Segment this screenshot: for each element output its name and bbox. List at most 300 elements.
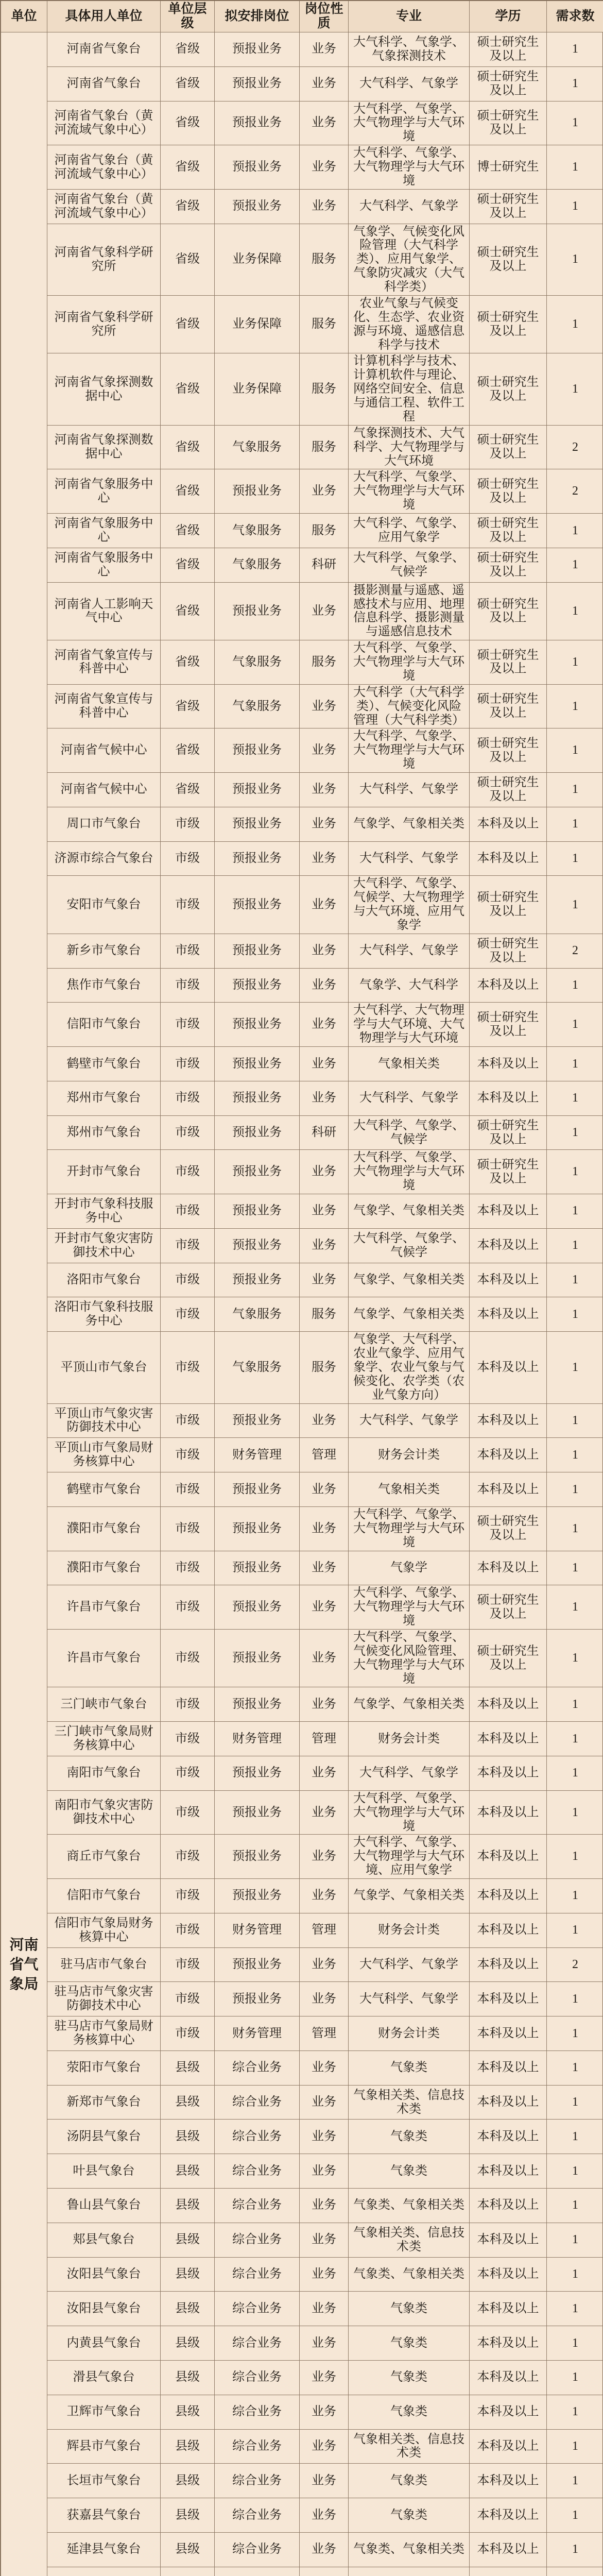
cell-unit: 济源市综合气象台 [47,841,161,876]
cell-nature: 业务 [300,728,349,773]
cell-major: 大气科学、气象学、大气物理学与大气环境 [349,640,470,685]
cell-count: 1 [547,876,603,934]
cell-education: 本科及以上 [470,2257,547,2292]
cell-major: 大气科学、气象学、气候学 [349,1228,470,1263]
cell-unit: 平顶山市气象灾害防御技术中心 [47,1403,161,1438]
cell-level: 县级 [161,2360,215,2395]
cell-level: 市级 [161,2016,215,2051]
cell-count: 1 [547,1472,603,1507]
cell-level: 市级 [161,1472,215,1507]
table-row [1,582,603,640]
cell-unit: 驻马店市气象灾害防御技术中心 [47,1982,161,2016]
cell-unit: 河南省气象探测数据中心 [47,425,161,469]
cell-count: 1 [547,2395,603,2429]
cell-education: 硕士研究生及以上 [470,66,547,101]
cell-count: 1 [547,1879,603,1913]
cell-count: 1 [547,1756,603,1790]
cell-count: 1 [547,1003,603,1047]
table-row [1,2223,603,2257]
cell-unit: 河南省气候中心 [47,773,161,807]
cell-position: 气象服务 [215,640,300,685]
table-row [1,1438,603,1472]
cell-unit: 新乡市气象台 [47,934,161,968]
table-row [1,1687,603,1722]
cell-position: 财务管理 [215,2016,300,2051]
cell-position: 预报业务 [215,1115,300,1150]
table-row [1,353,603,425]
table-row [1,1115,603,1150]
cell-level: 省级 [161,66,215,101]
cell-major: 气象学、气候变化风险管理（大气科学类）、应用气象学、气象防灾减灾（大气科学类） [349,224,470,295]
cell-position: 预报业务 [215,582,300,640]
cell-major: 气象类 [349,2498,470,2533]
cell-position: 预报业务 [215,1081,300,1115]
cell-education: 硕士研究生及以上 [470,425,547,469]
table-row [1,548,603,582]
cell-level: 市级 [161,1438,215,1472]
cell-nature: 业务 [300,1982,349,2016]
cell-level: 市级 [161,1629,215,1687]
cell-major [349,2567,470,2576]
table-row [1,1263,603,1297]
table-row [1,684,603,728]
cell-count: 1 [547,2326,603,2361]
cell-count: 1 [547,514,603,548]
cell-major: 大气科学、气象学、大气物理学与大气环境 [349,1506,470,1551]
table-row [1,66,603,101]
cell-nature: 业务 [300,1756,349,1790]
cell-education: 硕士研究生及以上 [470,1629,547,1687]
cell-level: 省级 [161,224,215,295]
cell-major: 大气科学、气象学、应用气象学 [349,514,470,548]
cell-nature: 业务 [300,145,349,190]
table-row [1,224,603,295]
cell-position: 综合业务 [215,2326,300,2361]
cell-nature: 服务 [300,353,349,425]
cell-count: 1 [547,1687,603,1722]
cell-unit: 叶县气象台 [47,2154,161,2189]
cell-position: 气象服务 [215,1332,300,1403]
cell-position: 预报业务 [215,469,300,514]
cell-position: 综合业务 [215,2050,300,2085]
table-row [1,807,603,841]
cell-position: 业务保障 [215,295,300,353]
cell-major: 气象学、气象相关类 [349,807,470,841]
table-row [1,2085,603,2120]
cell-unit: 许昌市气象台 [47,1585,161,1630]
cell-nature: 业务 [300,1003,349,1047]
table-row [1,2567,603,2576]
cell-level: 县级 [161,2050,215,2085]
table-row [1,1585,603,1630]
cell-level: 市级 [161,934,215,968]
header-major: 专业 [349,1,470,32]
cell-unit: 延津县气象台 [47,2532,161,2567]
cell-position: 预报业务 [215,1585,300,1630]
cell-nature: 业务 [300,1228,349,1263]
cell-count: 2 [547,1947,603,1982]
cell-education: 硕士研究生及以上 [470,548,547,582]
cell-nature: 业务 [300,1263,349,1297]
table-row [1,1472,603,1507]
cell-count: 1 [547,2154,603,2189]
table-row [1,2326,603,2361]
cell-position: 预报业务 [215,807,300,841]
cell-education: 本科及以上 [470,1835,547,1879]
table-body [1,32,603,2576]
cell-nature: 业务 [300,1629,349,1687]
cell-education: 本科及以上 [470,2085,547,2120]
cell-count: 1 [547,101,603,145]
cell-education: 本科及以上 [470,1790,547,1835]
cell-education: 本科及以上 [470,1687,547,1722]
cell-count: 1 [547,295,603,353]
table-row [1,1790,603,1835]
cell-level: 省级 [161,145,215,190]
cell-count: 1 [547,1722,603,1756]
table-row [1,876,603,934]
table-row [1,2050,603,2085]
cell-education: 硕士研究生及以上 [470,295,547,353]
cell-nature: 业务 [300,2189,349,2223]
cell-level: 市级 [161,1506,215,1551]
header-nature: 岗位性质 [300,1,349,32]
cell-unit: 获嘉县气象台 [47,2498,161,2533]
cell-level: 市级 [161,1228,215,1263]
cell-count: 2 [547,934,603,968]
cell-education: 硕士研究生及以上 [470,582,547,640]
cell-unit: 河南省气象台（黄河流域气象中心） [47,101,161,145]
cell-count [547,2567,603,2576]
cell-major: 气象相关类、信息技术类 [349,2429,470,2464]
cell-count: 1 [547,2292,603,2326]
cell-level: 省级 [161,548,215,582]
cell-nature: 业务 [300,2326,349,2361]
cell-nature: 业务 [300,807,349,841]
cell-major: 大气科学、气象学 [349,1947,470,1982]
cell-level: 市级 [161,1003,215,1047]
table-row [1,841,603,876]
cell-major: 大气科学、气象学、大气物理学与大气环境 [349,145,470,190]
cell-unit: 开封市气象科技服务中心 [47,1194,161,1229]
cell-level [161,2567,215,2576]
cell-nature: 科研 [300,1115,349,1150]
cell-unit: 河南省气象服务中心 [47,514,161,548]
cell-education: 本科及以上 [470,2464,547,2498]
cell-level: 市级 [161,1947,215,1982]
cell-major: 气象类 [349,2326,470,2361]
cell-position: 预报业务 [215,1982,300,2016]
cell-level: 市级 [161,1756,215,1790]
cell-education: 本科及以上 [470,1982,547,2016]
cell-level: 省级 [161,101,215,145]
cell-level: 县级 [161,2154,215,2189]
cell-count: 1 [547,968,603,1003]
cell-count: 1 [547,2189,603,2223]
cell-level: 市级 [161,1081,215,1115]
table-row [1,640,603,685]
cell-major: 大气科学、气象学、气候变化风险管理、大气物理学与大气环境 [349,1629,470,1687]
cell-unit: 滑县气象台 [47,2360,161,2395]
cell-nature: 业务 [300,66,349,101]
cell-position: 预报业务 [215,1472,300,1507]
cell-major: 计算机科学与技术、计算机软件与理论、网络空间安全、信息与通信工程、软件工程 [349,353,470,425]
table-row [1,1194,603,1229]
cell-count: 1 [547,224,603,295]
cell-count: 1 [547,2498,603,2533]
cell-level: 市级 [161,1297,215,1332]
cell-nature: 业务 [300,1835,349,1879]
cell-position: 综合业务 [215,2085,300,2120]
cell-major: 财务会计类 [349,1722,470,1756]
cell-level: 市级 [161,1150,215,1194]
cell-level: 市级 [161,807,215,841]
cell-count: 1 [547,2085,603,2120]
cell-position: 预报业务 [215,876,300,934]
cell-education: 本科及以上 [470,841,547,876]
cell-education: 硕士研究生及以上 [470,1585,547,1630]
table-row [1,514,603,548]
cell-nature: 业务 [300,876,349,934]
cell-position: 气象服务 [215,548,300,582]
cell-level: 市级 [161,1047,215,1081]
cell-level: 省级 [161,189,215,224]
cell-position: 综合业务 [215,2498,300,2533]
cell-unit: 平顶山市气象局财务核算中心 [47,1438,161,1472]
cell-nature: 管理 [300,2016,349,2051]
cell-unit: 焦作市气象台 [47,968,161,1003]
cell-major: 财务会计类 [349,2016,470,2051]
cell-nature: 业务 [300,2395,349,2429]
cell-education: 本科及以上 [470,1472,547,1507]
cell-unit: 南阳市气象灾害防御技术中心 [47,1790,161,1835]
cell-education: 本科及以上 [470,2223,547,2257]
cell-position: 预报业务 [215,1003,300,1047]
cell-nature: 管理 [300,1438,349,1472]
cell-education: 本科及以上 [470,2292,547,2326]
cell-education: 本科及以上 [470,1722,547,1756]
cell-education: 本科及以上 [470,1879,547,1913]
cell-unit: 濮阳市气象台 [47,1506,161,1551]
cell-education: 本科及以上 [470,807,547,841]
cell-position: 业务保障 [215,224,300,295]
cell-count: 1 [547,1115,603,1150]
cell-nature: 服务 [300,295,349,353]
cell-education: 本科及以上 [470,1551,547,1585]
cell-major: 气象类、气象相关类 [349,2189,470,2223]
cell-level: 县级 [161,2498,215,2533]
table-row [1,425,603,469]
cell-major: 气象探测技术、大气科学、大气物理学与大气环境 [349,425,470,469]
cell-position: 预报业务 [215,1947,300,1982]
cell-unit: 许昌市气象台 [47,1629,161,1687]
cell-nature: 业务 [300,2292,349,2326]
cell-unit: 新郑市气象台 [47,2085,161,2120]
cell-count: 1 [547,1332,603,1403]
table-row [1,1722,603,1756]
cell-education: 本科及以上 [470,1047,547,1081]
cell-level: 县级 [161,2532,215,2567]
cell-major: 大气科学（大气科学类）、气候变化风险管理（大气科学类） [349,684,470,728]
cell-nature: 业务 [300,1472,349,1507]
cell-position: 综合业务 [215,2292,300,2326]
cell-major: 大气科学、气象学、气候学 [349,1115,470,1150]
cell-position: 预报业务 [215,1756,300,1790]
cell-education: 本科及以上 [470,1947,547,1982]
cell-major: 气象学、气象相关类 [349,1687,470,1722]
cell-count: 1 [547,1150,603,1194]
cell-count: 1 [547,640,603,685]
cell-count: 1 [547,145,603,190]
cell-nature: 业务 [300,2154,349,2189]
cell-count: 1 [547,189,603,224]
cell-unit: 河南省气象台（黄河流域气象中心） [47,189,161,224]
cell-education: 本科及以上 [470,2189,547,2223]
cell-unit: 鹤壁市气象台 [47,1047,161,1081]
cell-count: 1 [547,1263,603,1297]
cell-unit: 河南省气象探测数据中心 [47,353,161,425]
cell-major: 气象相关类 [349,1047,470,1081]
table-row [1,1297,603,1332]
cell-education: 本科及以上 [470,1297,547,1332]
table-row [1,1506,603,1551]
cell-major: 大气科学、气象学 [349,841,470,876]
cell-nature: 业务 [300,1081,349,1115]
cell-major: 气象类 [349,2154,470,2189]
table-row [1,1947,603,1982]
cell-level: 市级 [161,1722,215,1756]
recruitment-table [1,1,603,2576]
cell-level: 县级 [161,2257,215,2292]
cell-major: 大气科学、气象学 [349,1982,470,2016]
table-row [1,1403,603,1438]
table-row [1,1150,603,1194]
table-row [1,469,603,514]
cell-count: 1 [547,1297,603,1332]
cell-major: 气象学 [349,1551,470,1585]
cell-position: 预报业务 [215,66,300,101]
cell-position: 综合业务 [215,2532,300,2567]
cell-nature: 业务 [300,2360,349,2395]
cell-count: 1 [547,1506,603,1551]
cell-count: 1 [547,2257,603,2292]
cell-level: 市级 [161,1687,215,1722]
cell-unit: 开封市气象台 [47,1150,161,1194]
cell-nature: 服务 [300,514,349,548]
cell-position: 预报业务 [215,1835,300,1879]
cell-unit: 河南省气象台 [47,66,161,101]
header-count: 需求数 [547,1,603,32]
cell-position: 综合业务 [215,2429,300,2464]
cell-major: 大气科学、气象学、气候学、大气物理学与大气环境、应用气象学 [349,876,470,934]
cell-count: 1 [547,728,603,773]
cell-count: 1 [547,2429,603,2464]
cell-education: 本科及以上 [470,1756,547,1790]
table-row [1,2498,603,2533]
cell-count: 1 [547,1835,603,1879]
cell-position: 预报业务 [215,1403,300,1438]
cell-nature: 业务 [300,1790,349,1835]
cell-count: 1 [547,1047,603,1081]
cell-education: 本科及以上 [470,2050,547,2085]
cell-education: 本科及以上 [470,1438,547,1472]
cell-position: 综合业务 [215,2395,300,2429]
cell-nature: 管理 [300,1722,349,1756]
cell-nature: 业务 [300,2120,349,2154]
header-education: 学历 [470,1,547,32]
cell-nature: 业务 [300,1551,349,1585]
cell-position: 预报业务 [215,1629,300,1687]
cell-education: 硕士研究生及以上 [470,934,547,968]
cell-education: 硕士研究生及以上 [470,728,547,773]
cell-major: 大气科学、气象学 [349,773,470,807]
cell-level: 市级 [161,841,215,876]
cell-nature [300,2567,349,2576]
cell-nature: 业务 [300,1947,349,1982]
cell-education: 硕士研究生及以上 [470,1003,547,1047]
cell-major: 大气科学、气象学 [349,934,470,968]
cell-level: 县级 [161,2326,215,2361]
cell-level: 省级 [161,425,215,469]
cell-major: 大气科学、气象学、大气物理学与大气环境 [349,1585,470,1630]
table-row [1,773,603,807]
cell-position: 气象服务 [215,684,300,728]
cell-unit: 河南省气象科学研究所 [47,224,161,295]
cell-level: 县级 [161,2189,215,2223]
cell-nature: 业务 [300,1150,349,1194]
cell-position: 综合业务 [215,2120,300,2154]
cell-count: 1 [547,1081,603,1115]
cell-major: 大气科学、气象学 [349,1756,470,1790]
cell-education: 硕士研究生及以上 [470,1150,547,1194]
cell-major: 气象相关类、信息技术类 [349,2223,470,2257]
cell-nature: 业务 [300,2429,349,2464]
cell-nature: 业务 [300,2464,349,2498]
table-row [1,32,603,67]
cell-position: 业务保障 [215,353,300,425]
cell-nature: 业务 [300,101,349,145]
cell-level: 县级 [161,2120,215,2154]
cell-position: 预报业务 [215,1047,300,1081]
table-row [1,1332,603,1403]
cell-education: 硕士研究生及以上 [470,189,547,224]
header-level: 单位层级 [161,1,215,32]
cell-education: 本科及以上 [470,2532,547,2567]
cell-level: 市级 [161,1982,215,2016]
table-row [1,1756,603,1790]
cell-unit: 荥阳市气象台 [47,2050,161,2085]
cell-education: 本科及以上 [470,1403,547,1438]
cell-count: 1 [547,1790,603,1835]
cell-unit: 长垣市气象台 [47,2464,161,2498]
cell-position: 综合业务 [215,2154,300,2189]
cell-education: 本科及以上 [470,2498,547,2533]
cell-major: 大气科学、气象学、大气物理学与大气环境 [349,1790,470,1835]
cell-position: 财务管理 [215,1438,300,1472]
cell-education: 本科及以上 [470,2429,547,2464]
cell-major: 气象学、气象相关类 [349,1297,470,1332]
table-row [1,1982,603,2016]
cell-count: 1 [547,1629,603,1687]
cell-position: 预报业务 [215,1228,300,1263]
header-position: 拟安排岗位 [215,1,300,32]
table-row [1,1879,603,1913]
cell-level: 省级 [161,353,215,425]
cell-education: 本科及以上 [470,2326,547,2361]
cell-count: 1 [547,1438,603,1472]
cell-level: 县级 [161,2395,215,2429]
cell-count: 1 [547,2464,603,2498]
